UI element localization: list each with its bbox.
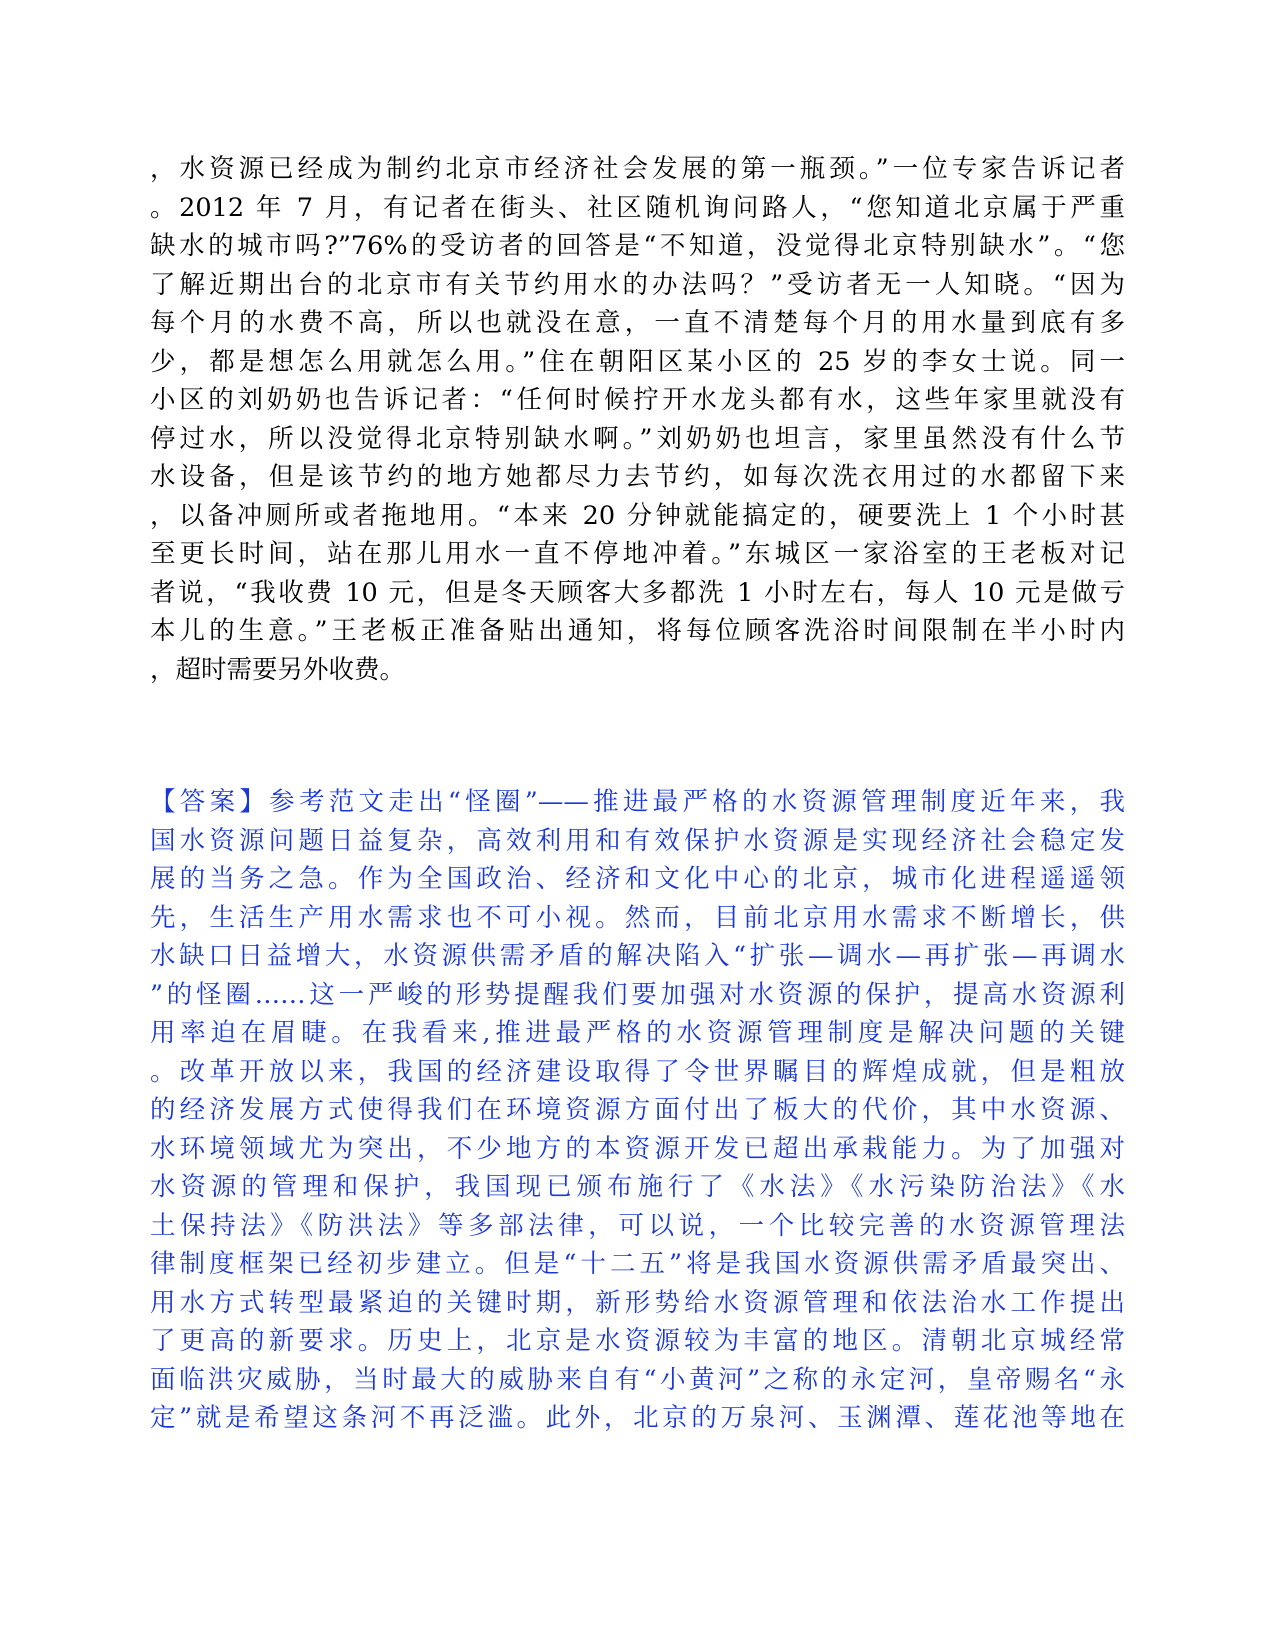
passage-line: 每个月的水费不高，所以也就没在意，一直不清楚每个月的用水量到底有多 <box>150 308 1125 338</box>
answer-line: 国水资源问题日益复杂，高效利用和有效保护水资源是实现经济社会稳定发 <box>150 825 1125 856</box>
passage-line: 缺水的城市吗?”76%的受访者的回答是“不知道，没觉得北京特别缺水”。“您 <box>150 231 1125 261</box>
answer-line: 。改革开放以来，我国的经济建设取得了令世界瞩目的辉煌成就，但是粗放 <box>150 1056 1125 1087</box>
answer-line: 了更高的新要求。历史上，北京是水资源较为丰富的地区。清朝北京城经常 <box>150 1326 1125 1356</box>
passage-line: 小区的刘奶奶也告诉记者：“任何时候拧开水龙头都有水，这些年家里就没有 <box>150 385 1125 415</box>
passage-line: 了解近期出台的北京市有关节约用水的办法吗？”受访者无一人知晓。“因为 <box>150 269 1125 300</box>
answer-line: 的经济发展方式使得我们在环境资源方面付出了板大的代价，其中水资源、 <box>150 1095 1125 1125</box>
passage-text-block <box>150 150 1125 689</box>
answer-line: 土保持法》《防洪法》等多部法律，可以说，一个比较完善的水资源管理法 <box>150 1210 1125 1241</box>
passage-line: 者说，“我收费 10 元，但是冬天顾客大多都洗 1 小时左右，每人 10 元是做亏 <box>150 577 1125 608</box>
answer-line: 面临洪灾威胁，当时最大的威胁来自有“小黄河”之称的永定河，皇帝赐名“永 <box>150 1364 1125 1395</box>
answer-text-block <box>150 783 1125 1438</box>
answer-line: 用率迫在眉睫。在我看来,推进最严格的水资源管理制度是解决问题的关键 <box>150 1018 1125 1048</box>
passage-line: ，超时需要另外收费。 <box>150 654 406 685</box>
passage-line: 至更长时间，站在那儿用水一直不停地冲着。”东城区一家浴室的王老板对记 <box>150 539 1125 569</box>
answer-line: 定”就是希望这条河不再泛滥。此外，北京的万泉河、玉渊潭、莲花池等地在 <box>150 1403 1125 1433</box>
answer-line: 用水方式转型最紧迫的关键时期，新形势给水资源管理和依法治水工作提出 <box>150 1287 1125 1318</box>
passage-line: 停过水，所以没觉得北京特别缺水啊。”刘奶奶也坦言，家里虽然没有什么节 <box>150 423 1125 454</box>
answer-line: ”的怪圈……这一严峻的形势提醒我们要加强对水资源的保护，提高水资源利 <box>150 979 1125 1010</box>
passage-line: 少，都是想怎么用就怎么用。”住在朝阳区某小区的 25 岁的李女士说。同一 <box>150 346 1125 377</box>
passage-line: ，水资源已经成为制约北京市经济社会发展的第一瓶颈。”一位专家告诉记者 <box>150 154 1125 184</box>
passage-line: 。2012 年 7 月，有记者在街头、社区随机询问路人，“您知道北京属于严重 <box>150 192 1125 223</box>
answer-line: 【答案】参考范文走出“怪圈”——推进最严格的水资源管理制度近年来，我 <box>150 787 1125 817</box>
answer-line: 水缺口日益增大，水资源供需矛盾的解决陷入“扩张—调水—再扩张—再调水 <box>150 941 1125 971</box>
answer-line: 律制度框架已经初步建立。但是“十二五”将是我国水资源供需矛盾最突出、 <box>150 1249 1125 1279</box>
answer-line: 水资源的管理和保护，我国现已颁布施行了《水法》《水污染防治法》《水 <box>150 1172 1125 1202</box>
answer-line: 先，生活生产用水需求也不可小视。然而，目前北京用水需求不断增长，供 <box>150 902 1125 933</box>
answer-line: 水环境领域尤为突出，不少地方的本资源开发已超出承栽能力。为了加强对 <box>150 1133 1125 1164</box>
passage-line: ，以备冲厕所或者拖地用。“本来 20 分钟就能搞定的，硬要洗上 1 个小时甚 <box>150 500 1125 531</box>
answer-line: 展的当务之急。作为全国政治、经济和文化中心的北京，城市化进程遥遥领 <box>150 864 1125 894</box>
passage-line: 本儿的生意。”王老板正准备贴出通知，将每位顾客洗浴时间限制在半小时内 <box>150 616 1125 646</box>
passage-line: 水设备，但是该节约的地方她都尽力去节约，如每次洗衣用过的水都留下来 <box>150 462 1125 492</box>
